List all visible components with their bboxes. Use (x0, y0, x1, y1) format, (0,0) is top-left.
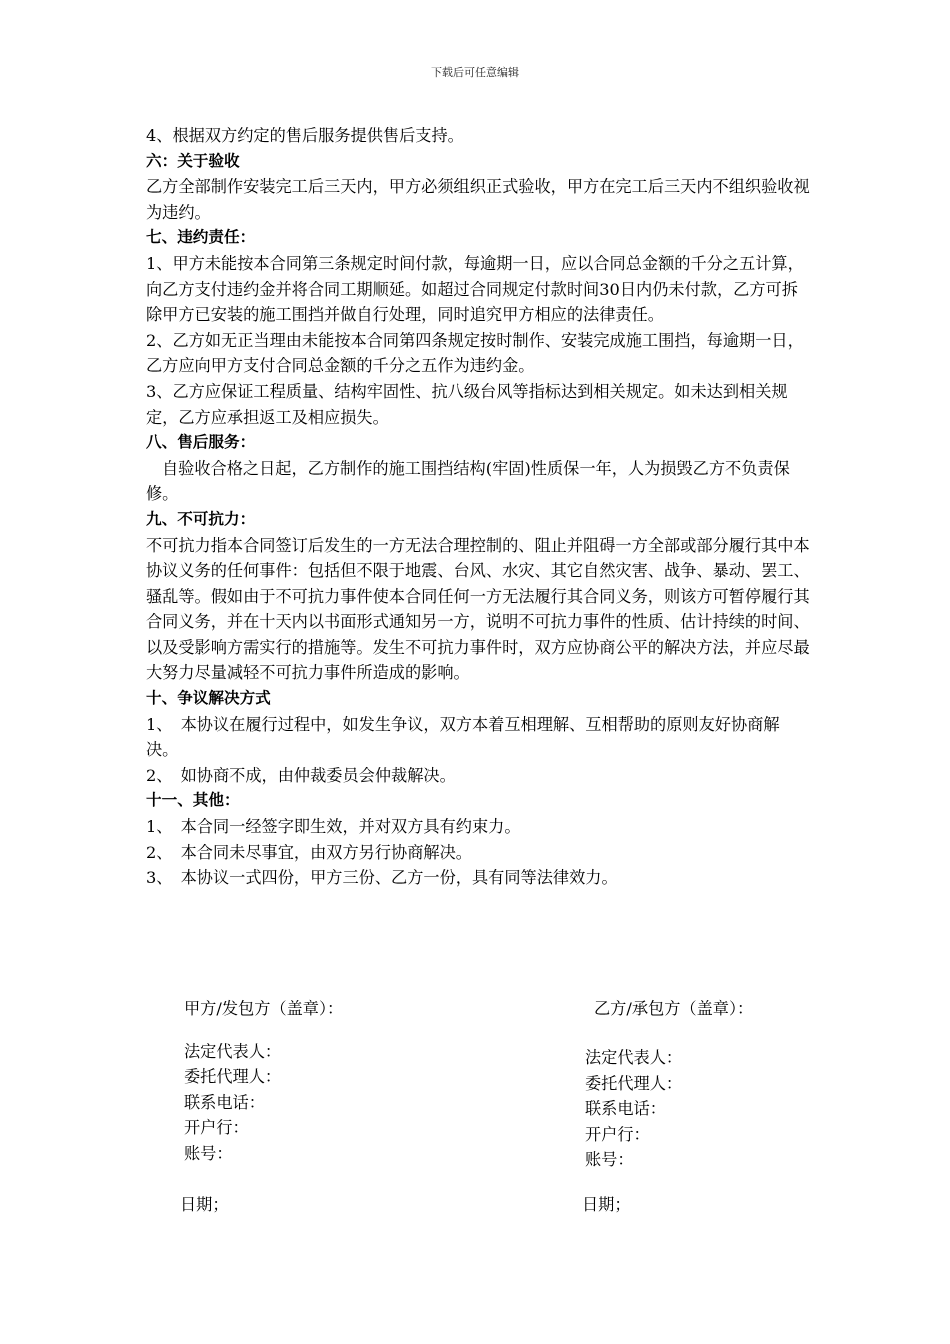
party-a-signature-block (184, 996, 343, 1167)
party-a-legal-rep: 法定代表人： (184, 1041, 282, 1061)
party-b-legal-rep: 法定代表人： (585, 1048, 683, 1067)
section-heading: 七、违约责任： (146, 228, 256, 247)
clause-text: 1、 本协议在履行过程中，如发生争议，双方本着互相理解、互相帮助的原则友好协商解决。 (146, 714, 780, 760)
party-b-date: 日期； (582, 1195, 631, 1214)
clause-text: 3、乙方应保证工程质量、结构牢固性、抗八级台风等指标达到相关规定。如未达到相关规定，乙方应承担返工及相应损失。 (146, 381, 788, 427)
section-heading: 九、不可抗力： (146, 509, 256, 528)
party-b-phone: 联系电话： (585, 1099, 666, 1119)
section-heading: 十、争议解决方式 (146, 689, 271, 708)
section-heading: 十一、其他： (146, 791, 240, 810)
party-b-agent: 委托代理人： (585, 1073, 683, 1093)
clause-text: 乙方全部制作安装完工后三天内，甲方必须组织正式验收，甲方在完工后三天内不组织验收视为违约。 (146, 177, 810, 222)
party-b-signature-block (585, 1045, 682, 1173)
clause-text: 2、 如协商不成，由仲裁委员会仲裁解决。 (146, 765, 456, 785)
clause-text: 不可抗力指本合同签订后发生的一方无法合理控制的、阻止并阻碍一方全部或部分履行其中本协议义务的任何事件：包括但不限于地震、台风、水灾、其它自然灾害、战争、暴动、罢工、骚乱等。假如由于不可抗力事件使本合同任何一方无法履行其合同义务，则该方可暂停履行其合同义务，并在十天内以书面形式通知另一方，说明不可抗力事件的性质、估计持续的时间、以及受影响方需实行的措施等。发生不可抗力事件时，双方应协商公平的解决方法，并应尽最大努力尽量减轻不可抗力事件所造成的影响。 (146, 535, 810, 683)
clause-text: 2、 本合同未尽事宜，由双方另行协商解决。 (146, 842, 472, 862)
party-a-agent: 委托代理人： (184, 1067, 282, 1087)
clause-text: 1、 本合同一经签字即生效，并对双方具有约束力。 (146, 817, 521, 837)
party-a-phone: 联系电话： (184, 1092, 265, 1112)
clause-text: 自验收合格之日起，乙方制作的施工围挡结构(牢固)性质保一年，人为损毁乙方不负责保修。 (146, 458, 790, 504)
section-heading: 六：关于验收 (146, 151, 240, 170)
party-a-account: 账号： (184, 1143, 233, 1163)
section-heading: 八、售后服务： (146, 433, 256, 452)
contract-body (146, 123, 810, 891)
party-a-title: 甲方/发包方（盖章）： (184, 999, 344, 1018)
party-b-bank: 开户行： (585, 1124, 650, 1144)
party-b-title: 乙方/承包方（盖章）： (594, 999, 754, 1018)
party-a-date: 日期； (180, 1195, 229, 1214)
party-a-bank: 开户行： (184, 1118, 249, 1138)
clause-text: 3、 本协议一式四份，甲方三份、乙方一份，具有同等法律效力。 (146, 868, 618, 888)
party-b-account: 账号： (585, 1150, 634, 1170)
clause-text: 1、甲方未能按本合同第三条规定时间付款，每逾期一日，应以合同总金额的千分之五计算，向乙方支付违约金并将合同工期顺延。如超过合同规定付款时间30日内仍未付款，乙方可拆除甲方已安装的施工围挡并做自行处理，同时追究甲方相应的法律责任。 (146, 253, 804, 325)
clause-text: 2、乙方如无正当理由未能按本合同第四条规定按时制作、安装完成施工围挡，每逾期一日，乙方应向甲方支付合同总金额的千分之五作为违约金。 (146, 330, 804, 376)
clause-text: 4、根据双方约定的售后服务提供售后支持。 (146, 126, 464, 145)
header-note: 下载后可任意编辑 (431, 66, 519, 79)
